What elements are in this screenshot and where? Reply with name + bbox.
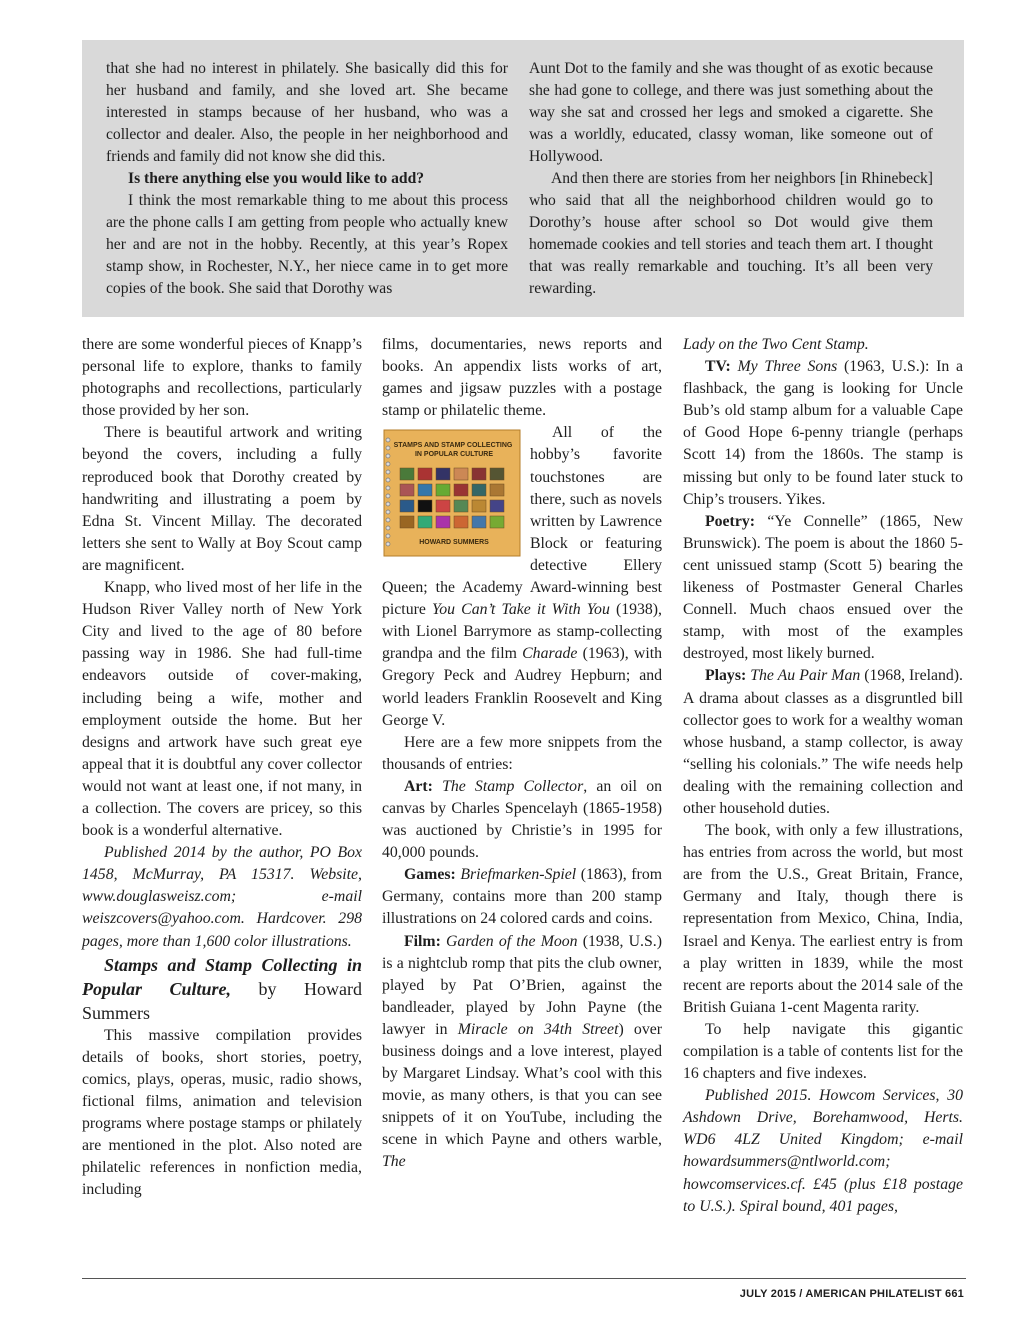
body-paragraph: there are some wonderful pieces of Knapp’s personal life to explore, thanks to family photographs and recollections, particularly those provided by her son. xyxy=(82,336,362,420)
article-column-2 xyxy=(382,334,662,1174)
article-column-3 xyxy=(683,334,963,1218)
entry-label: Poetry: xyxy=(705,512,755,530)
interview-paragraph: that she had no interest in philately. She basically did this for her husband and family, and she loved art. She became interested in stamps because of her husband, who was a collector and dealer. Also, the people in her neighborhood and friends and family did not know she did this. xyxy=(106,60,508,165)
entry-text: , an oil on canvas by Charles Spencelayh (1865-1958) was auctioned by Christie’s in 1995 for 40,000 pounds. xyxy=(382,777,662,862)
entry-text: (1968, Ireland). A drama about classes as a disgruntled bill collector goes to work for a wealthy woman whose husband, a stamp collector, is away “selling his colonials.” The wife needs help dealing with the remaining collection and other household duties. xyxy=(683,667,963,817)
film-title: Charade xyxy=(522,645,578,663)
review-author: by Howard Summers xyxy=(82,978,362,1023)
article-column-1 xyxy=(82,334,362,1201)
entry-poetry xyxy=(683,511,963,666)
entry-film xyxy=(382,931,662,1174)
interview-left-column xyxy=(106,58,508,300)
book-cover-title: STAMPS AND STAMP COLLECTING IN POPULAR CULTURE xyxy=(393,442,513,459)
body-text: All of the hobby’s favorite touchstones are there, such as novels written by Lawrence Block or featuring detective Ellery Queen; the Academy Award-winning best picture xyxy=(382,424,662,619)
publication-info: Published 2014 by the author, PO Box 1458, McMurray, PA 15317. Website, www.douglasweisz.com; e-mail weiszcovers@yahoo.com. Hardcover. 298 pages, more than 1,600 color illustrations. xyxy=(82,844,362,950)
film-title: Lady on the Two Cent Stamp. xyxy=(683,336,869,353)
film-title: You Can’t Take it With You xyxy=(431,601,610,619)
entry-label: Plays: xyxy=(705,667,747,685)
body-paragraph: This massive compilation provides details of books, short stories, poetry, comics, plays, operas, music, radio shows, fictional films, animation and television programs where postage stamps or philately are mentioned in the plot. Also noted are philatelic references in nonfiction media, including xyxy=(82,1026,362,1199)
body-paragraph: Knapp, who lived most of her life in the Hudson River Valley north of New York City and lived to the age of 80 before passing way in 1986. She had full-time endeavors outside of cover-making, including being a wife, mother and employment outside the home. But her designs and artwork have such great eye appeal that it is doubtful any cover collector would not want at least one, if not many, in a collection. The covers are pricey, so this book is a wonderful alternative. xyxy=(82,579,362,840)
entry-text: ) over business doings and a love interest, played by Margaret Lindsay. What’s cool with this movie, as many others, is that you can see snippets of it on YouTube, including the scene in which Payne and others warble, xyxy=(382,1020,663,1149)
interview-question: Is there anything else you would like to add? xyxy=(128,170,425,187)
entry-title: The xyxy=(382,1153,406,1171)
entry-title: Garden of the Moon xyxy=(446,932,578,950)
entry-title: The Au Pair Man xyxy=(750,667,861,685)
body-paragraph: There is beautiful artwork and writing beyond the covers, including a fully reproduced book that Dorothy created by handwriting and illustrating a poem by Edna St. Vincent Millay. The decorated letters she sent to Wally at Boy Scout camp are magnificent. xyxy=(82,424,362,574)
entry-label: Games: xyxy=(404,866,456,884)
entry-label: Film: xyxy=(404,932,441,950)
body-paragraph: The book, with only a few illustrations, has entries from across the world, but most are from the U.S., Great Britain, France, Germany and Italy, though there is representation from Mexico, China, India, Israel and Kenya. The earliest entry is from a play written in 1839, while the most recent are reports about the 2014 sale of the British Guiana 1-cent Magenta rarity. xyxy=(683,822,963,1016)
body-paragraph: To help navigate this gigantic compilation is a table of contents list for the 16 chapters and five indexes. xyxy=(683,1020,963,1083)
entry-text: “Ye Connelle” (1865, New Brunswick). The poem is about the 1860 5-cent unissued stamp (Scott 5) bearing the likeness of Postmaster General Charles Connell. Much chaos ensued over the stamp, with most of the examples destroyed, most likely burned. xyxy=(683,512,963,663)
entry-title: My Three Sons xyxy=(737,358,838,376)
body-paragraph: films, documentaries, news reports and books. An appendix lists works of art, games and jigsaw puzzles with a postage stamp or philatelic theme. xyxy=(382,336,662,420)
entry-games xyxy=(382,864,662,930)
body-text: (1963), with Gregory Peck and Audrey Hepburn; and world leaders Franklin Roosevelt and King George V. xyxy=(382,645,662,729)
body-paragraph: Here are a few more snippets from the thousands of entries: xyxy=(382,733,662,773)
entry-tv xyxy=(683,356,963,511)
entry-text: (1963, U.S.): In a flashback, the gang is looking for Uncle Bub’s old stamp album for a valuable Cape of Good Hope 6-penny triangle (perhaps Scott 14) from the 1860s. The stamp is missing but only to be found later stuck to Chip’s trousers. Yikes. xyxy=(683,358,963,508)
interview-paragraph: Aunt Dot to the family and she was thought of as exotic because she had gone to college, and there was just something about the way she sat and crossed her legs and smoked a cigarette. She was a worldly, educated, classy woman, like someone out of Hollywood. xyxy=(529,60,933,165)
entry-plays xyxy=(683,665,963,820)
entry-label: Art: xyxy=(404,777,433,795)
entry-text: (1863), from Germany, contains more than 200 stamp illustrations on 24 colored cards and coins. xyxy=(382,866,663,928)
body-text: (1938), with Lionel Barrymore as stamp-collecting grandpa and the film xyxy=(382,601,663,663)
book-cover-author: HOWARD SUMMERS xyxy=(419,539,489,547)
body-paragraph xyxy=(683,334,963,356)
page-footer: JULY 2015 / AMERICAN PHILATELIST 661 xyxy=(739,1288,964,1300)
interview-paragraph: I think the most remarkable thing to me about this process are the phone calls I am getting from people who actually knew her and are not in the hobby. Recently, at this year’s Ropex stamp show, in Rochester, N.Y., her niece came in to get more copies of the book. She said that Dorothy was xyxy=(106,192,508,297)
footer-divider xyxy=(82,1278,966,1279)
review-heading xyxy=(82,953,362,1025)
publication-info: Published 2015. Howcom Services, 30 Ashdown Drive, Borehamwood, Herts. WD6 4LZ United Kingdom; e-mail howardsummers@ntlworld.com; howcomservices.cf. £45 (plus £18 postage to U.S.). Spiral bound, 401 pages, xyxy=(683,1087,963,1215)
entry-title: The Stamp Collector xyxy=(442,777,584,795)
review-title: Stamps and Stamp Collecting in Popular Culture, xyxy=(82,954,362,999)
interview-right-column xyxy=(529,58,933,300)
entry-title: Miracle on 34th Street xyxy=(457,1020,619,1038)
book-cover-image xyxy=(382,428,522,558)
interview-paragraph: And then there are stories from her neighbors [in Rhinebeck] who said that all the neighborhood children would go to Dorothy’s house after school so Dot would give them homemade cookies and tell stories and teach them art. I thought that was really remarkable and touching. It’s all been very rewarding. xyxy=(529,170,933,297)
entry-text: (1938, U.S.) is a nightclub romp that pits the club owner, played by Pat O’Brien, against the bandleader, played by John Payne (the lawyer in xyxy=(382,932,663,1038)
entry-title: Briefmarken-Spiel xyxy=(460,866,577,884)
entry-art xyxy=(382,776,662,864)
entry-label: TV: xyxy=(705,358,731,376)
